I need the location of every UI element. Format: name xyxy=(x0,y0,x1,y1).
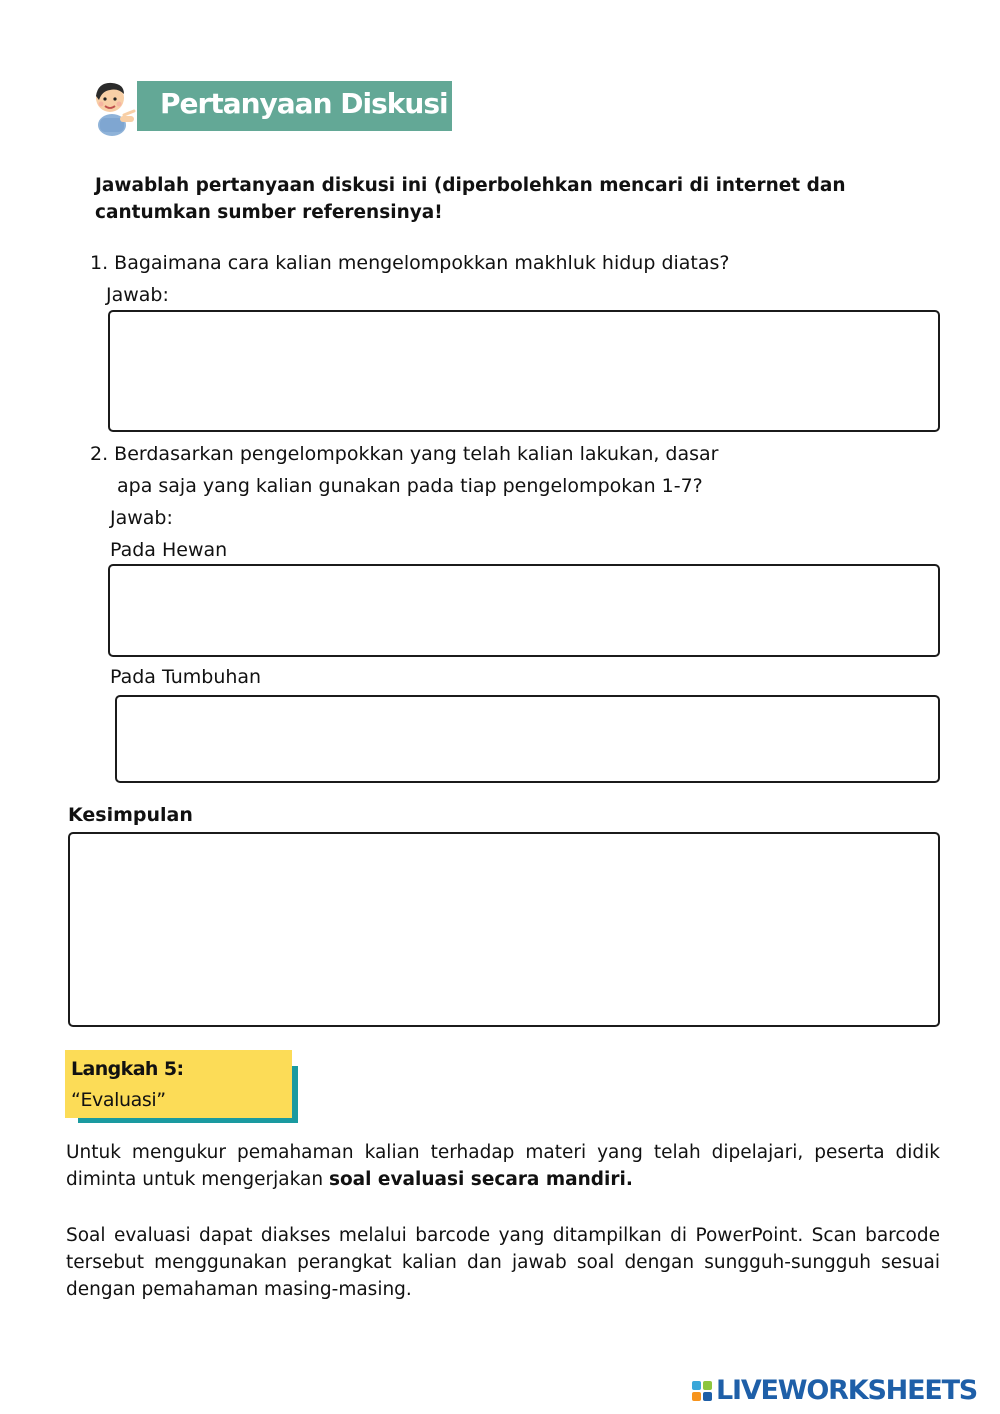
paragraph-1-text: Untuk mengukur pemahaman kalian terhadap materi yang telah dipelajari, peserta didik diminta untuk mengerjakan xyxy=(66,1142,940,1190)
conclusion-label: Kesimpulan xyxy=(68,804,193,826)
step-title: Langkah 5: xyxy=(71,1058,184,1080)
page-title: Pertanyaan Diskusi xyxy=(160,87,448,120)
question-1-text: 1. Bagaimana cara kalian mengelompokkan makhluk hidup diatas? xyxy=(90,252,730,274)
liveworksheets-logo xyxy=(692,1374,977,1408)
student-pointing-icon xyxy=(90,78,138,136)
question-2-line-1: 2. Berdasarkan pengelompokkan yang telah kalian lakukan, dasar xyxy=(90,443,719,465)
paragraph-1 xyxy=(66,1139,940,1193)
logo-text: LIVEWORKSHEETS xyxy=(716,1375,978,1406)
answer-box-conclusion[interactable] xyxy=(68,832,940,1027)
paragraph-1-bold: soal evaluasi secara mandiri. xyxy=(328,1169,633,1190)
liveworksheets-logo-icon xyxy=(692,1381,712,1401)
answer-box-question-1[interactable] xyxy=(108,310,940,432)
paragraph-2: Soal evaluasi dapat diakses melalui barcode yang ditampilkan di PowerPoint. Scan barcode tersebut menggunakan perangkat kalian dan jawab soal dengan sungguh-sungguh sesuai dengan pemahaman masing-masing. xyxy=(66,1225,940,1300)
question-1-answer-label: Jawab: xyxy=(106,284,169,306)
answer-box-plants[interactable] xyxy=(115,695,940,783)
step-subtitle: “Evaluasi” xyxy=(71,1089,166,1111)
plants-label: Pada Tumbuhan xyxy=(110,666,262,688)
answer-box-animals[interactable] xyxy=(108,564,940,657)
question-2-answer-label: Jawab: xyxy=(110,507,173,529)
instructions: Jawablah pertanyaan diskusi ini (diperbolehkan mencari di internet dan cantumkan sumber referensinya! xyxy=(95,175,846,223)
animals-label: Pada Hewan xyxy=(110,539,228,561)
question-2-line-2: apa saja yang kalian gunakan pada tiap pengelompokan 1-7? xyxy=(117,475,703,497)
